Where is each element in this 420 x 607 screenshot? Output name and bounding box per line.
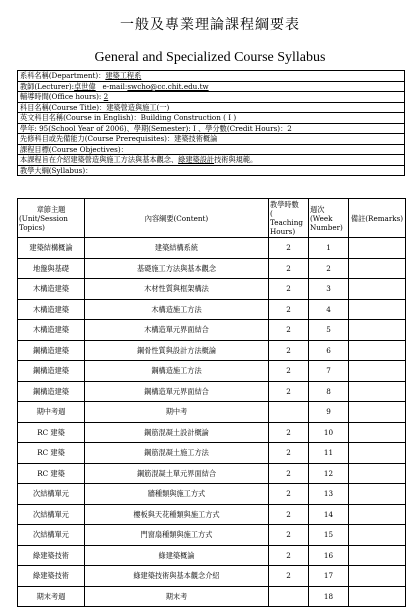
content-cell: 木構造單元界面結合 [85,320,269,341]
hours-cell: 2 [269,361,309,382]
remarks-cell [349,566,406,587]
content-cell: 建築結構系統 [85,238,269,259]
table-row [18,484,406,505]
table-row [18,340,406,361]
week-cell: 15 [309,525,349,546]
course-title-en-row [18,113,405,124]
unit-cell: 地盤與基礎 [18,258,85,279]
objectives-text: 本課程旨在介紹建築營造與施工方法與基本觀念、 [20,155,179,165]
table-row [18,545,406,566]
table-row [18,422,406,443]
table-row [18,504,406,525]
remarks-cell [349,422,406,443]
course-title-en-value: Building Construction ( I ) [140,113,237,123]
week-header [309,199,349,238]
table-row [18,402,406,423]
week-cell: 16 [309,545,349,566]
content-cell: 鋼構造單元界面結合 [85,381,269,402]
hours-header-line: 教學時數 [270,200,299,209]
content-cell: 綠建築概論 [85,545,269,566]
remarks-header: 備註(Remarks) [349,199,406,238]
week-cell: 11 [309,443,349,464]
content-cell: 鋼筋混凝土設計概論 [85,422,269,443]
objectives-text-row [18,155,405,166]
remarks-cell [349,299,406,320]
content-cell: 門窗扇種類與施工方式 [85,525,269,546]
content-cell: 木構造施工方法 [85,299,269,320]
table-row [18,381,406,402]
content-cell: 鋼筋混凝土單元界面結合 [85,463,269,484]
hours-cell: 2 [269,422,309,443]
course-title-row [18,102,405,113]
table-row [18,525,406,546]
hours-cell: 2 [269,238,309,259]
remarks-cell [349,279,406,300]
table-row [18,320,406,341]
prerequisites-value: 建築技術概論 [174,134,218,144]
syllabus-label: 教學大綱(Syllabus)： [20,165,93,175]
unit-cell: 木構造建築 [18,320,85,341]
table-row [18,299,406,320]
content-cell: 樓板與天花種類與施工方式 [85,504,269,525]
unit-cell: 木構造建築 [18,299,85,320]
remarks-cell [349,258,406,279]
remarks-cell [349,443,406,464]
remarks-cell [349,402,406,423]
unit-header [18,199,85,238]
objectives-text-end: 技術與規範。 [214,155,258,165]
unit-cell: 次結構單元 [18,525,85,546]
content-cell: 基礎施工方法與基本觀念 [85,258,269,279]
unit-cell: 次結構單元 [18,484,85,505]
content-cell: 鋼骨性質與設計方法概論 [85,340,269,361]
unit-cell: 綠建築技術 [18,566,85,587]
week-cell: 13 [309,484,349,505]
remarks-cell [349,545,406,566]
course-title-label: 科目名稱(Course Title)： [20,102,107,112]
remarks-cell [349,463,406,484]
hours-cell [269,586,309,607]
week-cell: 8 [309,381,349,402]
unit-header-line: Topics) [19,222,45,232]
hours-cell: 2 [269,525,309,546]
unit-header-line: (Unit/Session [19,213,68,223]
unit-cell: 次結構單元 [18,504,85,525]
email-value: swcho@cc.chit.edu.tw [127,81,209,91]
content-header: 內容綱要(Content) [85,199,269,238]
unit-cell: 鋼構造建築 [18,361,85,382]
course-info-table [17,70,405,176]
unit-cell: RC 建築 [18,463,85,484]
hours-header-line: ( Teaching [270,209,303,227]
hours-header [269,199,309,238]
unit-header-line: 章節主題 [36,204,66,214]
syllabus-body [18,238,406,607]
week-cell: 5 [309,320,349,341]
hours-cell: 2 [269,504,309,525]
syllabus-table [17,198,406,607]
remarks-cell [349,525,406,546]
course-title-en-label: 英文科目名稱(Course in English)： [20,113,141,123]
unit-cell: RC 建築 [18,422,85,443]
remarks-cell [349,484,406,505]
week-header-line: 週次 [310,204,325,214]
week-cell: 7 [309,361,349,382]
week-cell: 10 [309,422,349,443]
unit-cell: 期中考週 [18,402,85,423]
hours-cell [269,402,309,423]
office-hours-row [18,92,405,103]
week-cell: 2 [309,258,349,279]
unit-cell: 建築結構概論 [18,238,85,259]
hours-cell: 2 [269,320,309,341]
week-cell: 17 [309,566,349,587]
lecturer-label: 教師(Lecturer): [20,81,75,91]
page-title-chinese: 一般及專業理論課程綱要表 [120,17,300,33]
unit-cell: 木構造建築 [18,279,85,300]
hours-cell: 2 [269,443,309,464]
hours-header-line: Hours) [270,227,296,236]
unit-cell: 鋼構造建築 [18,381,85,402]
table-row [18,361,406,382]
hours-cell: 2 [269,279,309,300]
week-cell: 3 [309,279,349,300]
hours-cell: 2 [269,381,309,402]
remarks-cell [349,504,406,525]
unit-cell: 期末考週 [18,586,85,607]
prerequisites-label: 先修科目或先備能力(Course Prerequisites)： [20,134,175,144]
week-cell: 9 [309,402,349,423]
content-cell: 綠建築技術與基本觀念介紹 [85,566,269,587]
remarks-cell [349,586,406,607]
remarks-cell [349,340,406,361]
hours-cell: 2 [269,545,309,566]
department-label: 系科名稱(Department)： [20,71,106,81]
course-title-value: 建築營造與施工(一) [106,102,170,112]
department-row [18,71,405,82]
office-hours-value: 2 [103,92,109,102]
week-cell: 12 [309,463,349,484]
lecturer-value: 卓世偉 [74,81,96,91]
week-cell: 14 [309,504,349,525]
hours-cell: 2 [269,258,309,279]
lecturer-row [18,81,405,92]
table-row [18,463,406,484]
email-label: e-mail: [102,81,128,91]
school-year-text: 學年: 95(School Year of 2006)、學期(Semester): I 、學分數(Credit Hours)：2 [20,123,292,133]
remarks-cell [349,238,406,259]
week-cell: 4 [309,299,349,320]
week-cell: 18 [309,586,349,607]
content-cell: 鋼構造施工方法 [85,361,269,382]
table-row [18,443,406,464]
unit-cell: 鋼構造建築 [18,340,85,361]
content-cell: 期中考 [85,402,269,423]
table-row [18,279,406,300]
unit-cell: 綠建築技術 [18,545,85,566]
syllabus-header-row [18,199,406,238]
objectives-label: 課程目標(Course Objectives)： [20,144,128,154]
week-cell: 1 [309,238,349,259]
content-cell: 期末考 [85,586,269,607]
week-header-line: Number) [310,222,343,232]
prerequisites-row [18,134,405,145]
remarks-cell [349,320,406,341]
content-cell: 牆種類與施工方式 [85,484,269,505]
week-header-line: (Week [310,213,333,223]
hours-cell: 2 [269,484,309,505]
unit-cell: RC 建築 [18,443,85,464]
hours-cell: 2 [269,463,309,484]
objectives-row [18,144,405,155]
content-cell: 木材性質與框架構法 [85,279,269,300]
hours-cell: 2 [269,340,309,361]
syllabus-label-row [18,165,405,176]
office-hours-label: 輔導時間(Office hours): [20,92,102,102]
table-row [18,258,406,279]
hours-cell: 2 [269,566,309,587]
table-row [18,238,406,259]
remarks-cell [349,381,406,402]
table-row [18,586,406,607]
page-title-english: General and Specialized Course Syllabus [94,50,326,65]
week-cell: 6 [309,340,349,361]
table-row [18,566,406,587]
objectives-underlined-text: 綠建築設計 [178,155,215,165]
content-cell: 鋼筋混凝土施工方法 [85,443,269,464]
school-year-row [18,123,405,134]
department-value: 建築工程系 [105,71,142,81]
remarks-cell [349,361,406,382]
hours-cell: 2 [269,299,309,320]
